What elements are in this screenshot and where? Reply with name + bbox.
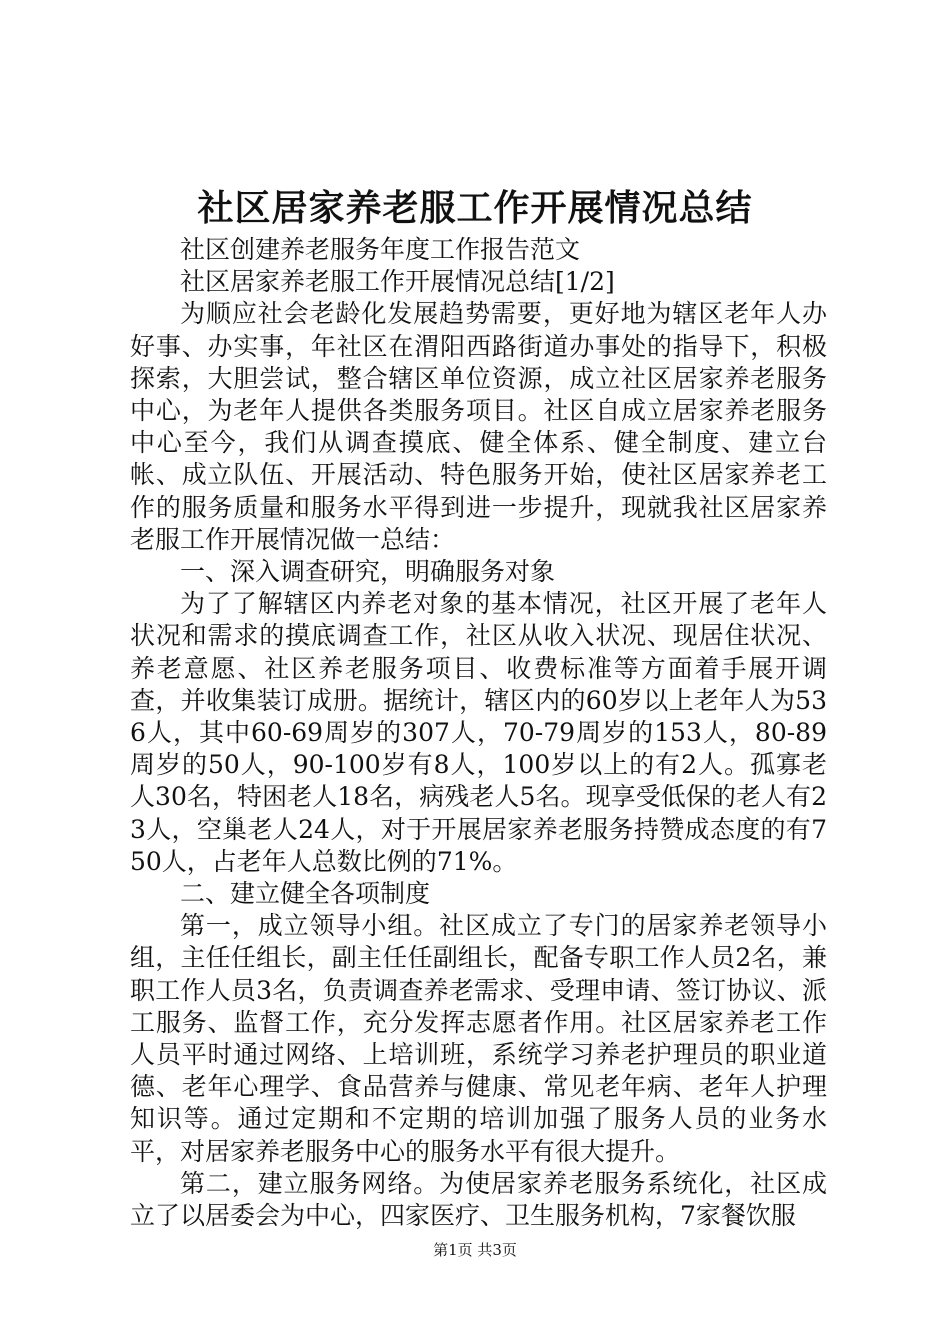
- subtitle-line: 社区创建养老服务年度工作报告范文: [180, 235, 581, 264]
- body-paragraph: 第一，成立领导小组。社区成立了专门的居家养老领导小组，主任任组长，副主任任副组长，配备专职工作人员2名，兼职工作人员3名，负责调查养老需求、受理申请、签订协议、派工服务、监督工作，充分发挥志愿者作用。社区居家养老工作人员平时通过网络、上培训班，系统学习养老护理员的职业道德、老年心理学、食品营养与健康、常见老年病、老年人护理知识等。通过定期和不定期的培训加强了服务人员的业务水平，对居家养老服务中心的服务水平有很大提升。: [130, 911, 827, 1166]
- body-paragraph: 第二，建立服务网络。为使居家养老服务系统化，社区成立了以居委会为中心，四家医疗、卫生服务机构，7家餐饮服: [130, 1168, 827, 1231]
- section-heading: 一、深入调查研究，明确服务对象: [180, 557, 556, 587]
- document-title: 社区居家养老服工作开展情况总结: [197, 187, 753, 229]
- body-paragraph: 为了了解辖区内养老对象的基本情况，社区开展了老年人状况和需求的摸底调查工作，社区从收入状况、现居住状况、养老意愿、社区养老服务项目、收费标准等方面着手展开调查，并收集装订成册。据统计，辖区内的60岁以上老年人为536人，其中60-69周岁的307人，70-79周岁的153人，80-89周岁的50人，90-100岁有8人，100岁以上的有2人。孤寡老人30名，特困老人18名，病残老人5名。现享受低保的老人有23人，空巢老人24人，对于开展居家养老服务持赞成态度的有750人，占老年人总数比例的71%。: [130, 589, 827, 876]
- page-footer: 第1页 共3页: [433, 1241, 517, 1259]
- section-heading: 二、建立健全各项制度: [180, 879, 431, 909]
- document-body: [130, 234, 827, 1232]
- subtitle-line: 社区居家养老服工作开展情况总结[1/2]: [180, 267, 615, 297]
- body-paragraph: 为顺应社会老龄化发展趋势需要，更好地为辖区老年人办好事、办实事，年社区在渭阳西路街道办事处的指导下，积极探索，大胆尝试，整合辖区单位资源，成立社区居家养老服务中心，为老年人提供各类服务项目。社区自成立居家养老服务中心至今，我们从调查摸底、健全体系、健全制度、建立台帐、成立队伍、开展活动、特色服务开始，使社区居家养老工作的服务质量和服务水平得到进一步提升，现就我社区居家养老服工作开展情况做一总结：: [130, 299, 827, 554]
